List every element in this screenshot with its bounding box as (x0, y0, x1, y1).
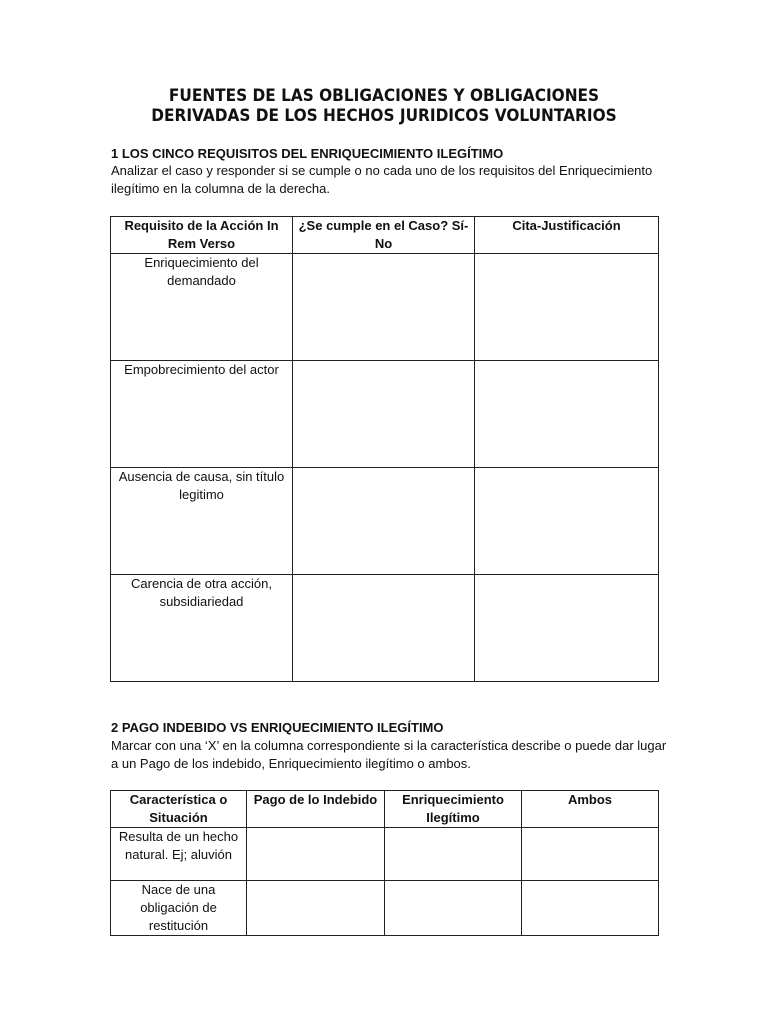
justification-cell[interactable] (475, 254, 659, 361)
justification-cell[interactable] (475, 361, 659, 468)
table-row (111, 881, 659, 936)
table-row (111, 828, 659, 881)
requirements-table (110, 216, 659, 682)
characteristic-cell: Resulta de un hecho natural. Ej; aluvión (111, 828, 247, 881)
column-header: Característica o Situación (111, 791, 247, 828)
section-2-instructions: Marcar con una ‘X’ en la columna correspondiente si la característica describe o puede dar lugar a un Pago de los indebido, Enriquecimiento ilegítimo o ambos. (111, 738, 667, 771)
comparison-table (110, 790, 659, 936)
answer-cell[interactable] (293, 468, 475, 575)
table-row (111, 254, 659, 361)
section-2-heading: 2 PAGO INDEBIDO VS ENRIQUECIMIENTO ILEGÍTIMO (111, 720, 444, 735)
answer-cell[interactable] (293, 361, 475, 468)
mark-cell[interactable] (522, 881, 659, 936)
mark-cell[interactable] (247, 828, 385, 881)
mark-cell[interactable] (385, 828, 522, 881)
document-title (27, 86, 741, 126)
answer-cell[interactable] (293, 254, 475, 361)
table-row (111, 361, 659, 468)
column-header: Enriquecimiento Ilegítimo (385, 791, 522, 828)
characteristic-cell: Nace de una obligación de restitución (111, 881, 247, 936)
section-1-instructions: Analizar el caso y responder si se cumple o no cada uno de los requisitos del Enriquecimiento ilegítimo en la columna de la derecha. (111, 163, 653, 196)
title-line-1: FUENTES DE LAS OBLIGACIONES Y OBLIGACIONES (168, 86, 600, 105)
section-1-heading: 1 LOS CINCO REQUISITOS DEL ENRIQUECIMIENTO ILEGÍTIMO (111, 146, 504, 161)
table-row (111, 468, 659, 575)
table-header-row (111, 217, 659, 254)
requirement-cell: Empobrecimiento del actor (111, 361, 293, 468)
column-header: Requisito de la Acción In Rem Verso (111, 217, 293, 254)
column-header: Pago de lo Indebido (247, 791, 385, 828)
justification-cell[interactable] (475, 575, 659, 682)
mark-cell[interactable] (247, 881, 385, 936)
table-header-row (111, 791, 659, 828)
requirement-cell: Enriquecimiento del demandado (111, 254, 293, 361)
column-header: ¿Se cumple en el Caso? Sí-No (293, 217, 475, 254)
column-header: Cita-Justificación (475, 217, 659, 254)
justification-cell[interactable] (475, 468, 659, 575)
requirement-cell: Carencia de otra acción, subsidiariedad (111, 575, 293, 682)
mark-cell[interactable] (385, 881, 522, 936)
table-row (111, 575, 659, 682)
answer-cell[interactable] (293, 575, 475, 682)
column-header: Ambos (522, 791, 659, 828)
requirement-cell: Ausencia de causa, sin título legitimo (111, 468, 293, 575)
title-line-2: DERIVADAS DE LOS HECHOS JURIDICOS VOLUNTARIOS (151, 106, 617, 125)
mark-cell[interactable] (522, 828, 659, 881)
